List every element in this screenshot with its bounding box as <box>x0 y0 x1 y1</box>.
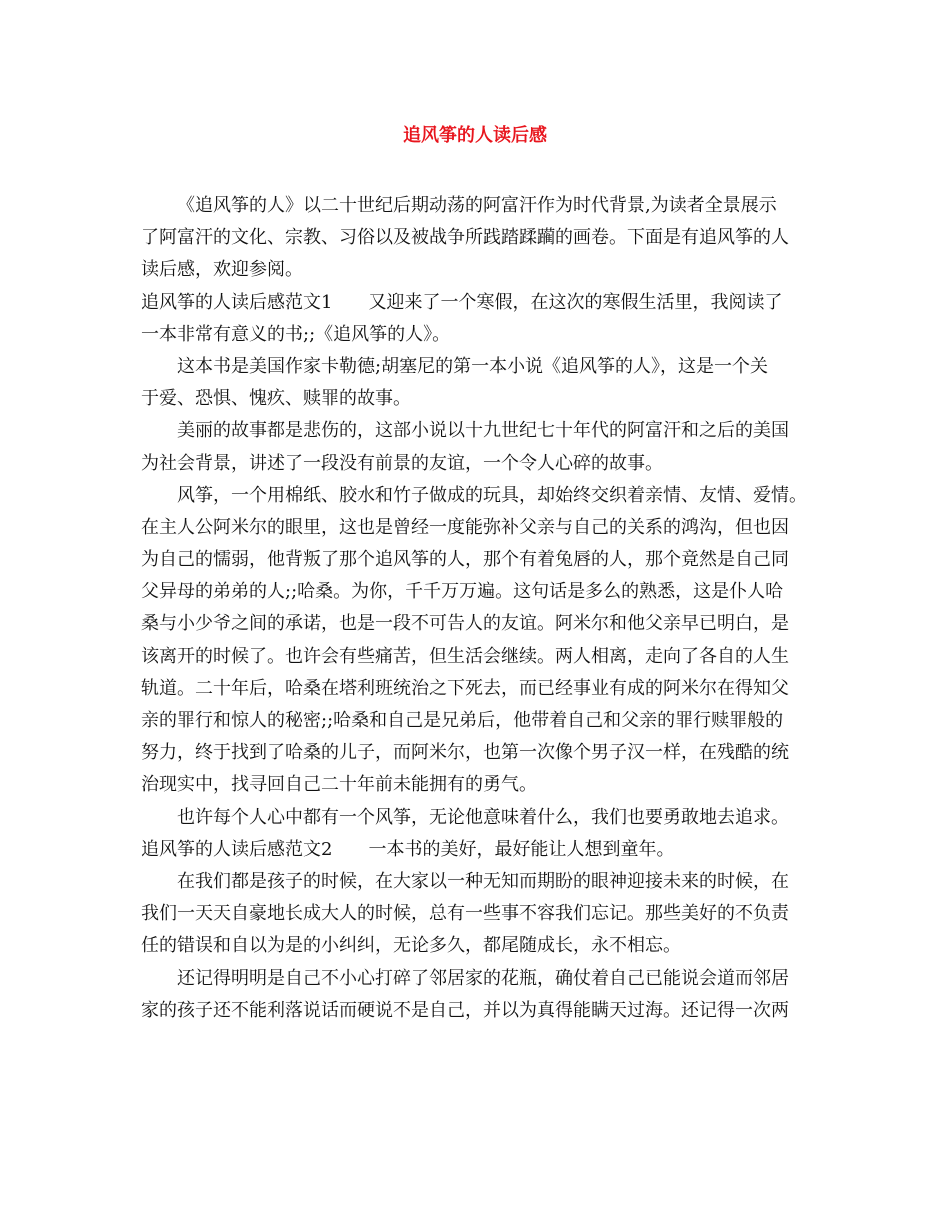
text-line: 了阿富汗的文化、宗教、习俗以及被战争所践踏蹂躏的画卷。下面是有追风筝的人 <box>141 227 789 249</box>
section-heading-line: 追风筝的人读后感范文2 一本书的美好，最好能让人想到童年。 <box>141 838 675 860</box>
text-line: 治现实中，找寻回自己二十年前未能拥有的勇气。 <box>141 774 537 796</box>
text-line: 父异母的弟弟的人;;哈桑。为你，千千万万遍。这句话是多么的熟悉，这是仆人哈 <box>141 581 784 603</box>
document-title: 追风筝的人读后感 <box>403 125 547 146</box>
section-heading: 追风筝的人读后感范文2 <box>141 838 333 860</box>
text-line: 该离开的时候了。也许会有些痛苦，但生活会继续。两人相离，走向了各自的人生 <box>141 645 789 667</box>
text-line: 为自己的懦弱，他背叛了那个追风筝的人，那个有着兔唇的人，那个竟然是自己同 <box>141 549 789 571</box>
text-line: 美丽的故事都是悲伤的，这部小说以十九世纪七十年代的阿富汗和之后的美国 <box>177 420 789 442</box>
text-line: 任的错误和自以为是的小纠纠，无论多久，都尾随成长，永不相忘。 <box>141 935 681 957</box>
text-line: 读后感，欢迎参阅。 <box>141 259 303 281</box>
text-line: 为社会背景，讲述了一段没有前景的友谊，一个令人心碎的故事。 <box>141 452 663 474</box>
text-line: 一本非常有意义的书;;《追风筝的人》。 <box>141 323 451 345</box>
text-line: 还记得明明是自己不小心打碎了邻居家的花瓶，确仗着自己已能说会道而邻居 <box>177 967 789 989</box>
text-line: 于爱、恐惧、愧疚、赎罪的故事。 <box>141 388 411 410</box>
text-line: 在我们都是孩子的时候，在大家以一种无知而期盼的眼神迎接未来的时候，在 <box>177 870 789 892</box>
section-heading-line: 追风筝的人读后感范文1 又迎来了一个寒假，在这次的寒假生活里，我阅读了 <box>141 291 783 313</box>
text-line: 亲的罪行和惊人的秘密;;哈桑和自己是兄弟后，他带着自己和父亲的罪行赎罪般的 <box>141 710 784 731</box>
text-line: 我们一天天自豪地长成大人的时候，总有一些事不容我们忘记。那些美好的不负责 <box>141 903 789 925</box>
text-line: 风筝，一个用棉纸、胶水和竹子做成的玩具，却始终交织着亲情、友情、爱情。 <box>177 484 807 506</box>
text-line: 也许每个人心中都有一个风筝，无论他意味着什么，我们也要勇敢地去追求。 <box>177 806 789 828</box>
text-line: 努力，终于找到了哈桑的儿子，而阿米尔，也第一次像个男子汉一样，在残酷的统 <box>141 742 789 764</box>
text-line: 家的孩子还不能利落说话而硬说不是自己，并以为真得能瞒天过海。还记得一次两 <box>141 999 789 1021</box>
text-line: 轨道。二十年后，哈桑在塔利班统治之下死去，而已经事业有成的阿米尔在得知父 <box>141 677 789 699</box>
document-body <box>141 190 821 1027</box>
text-line: 在主人公阿米尔的眼里，这也是曾经一度能弥补父亲与自己的关系的鸿沟，但也因 <box>141 516 789 538</box>
text-line: 《追风筝的人》以二十世纪后期动荡的阿富汗作为时代背景,为读者全景展示 <box>177 195 777 216</box>
text-line: 这本书是美国作家卡勒德;胡塞尼的第一本小说《追风筝的人》，这是一个关 <box>177 355 769 377</box>
section-heading: 追风筝的人读后感范文1 <box>141 291 333 313</box>
text-line: 桑与小少爷之间的承诺，也是一段不可告人的友谊。阿米尔和他父亲早已明白，是 <box>141 613 789 635</box>
